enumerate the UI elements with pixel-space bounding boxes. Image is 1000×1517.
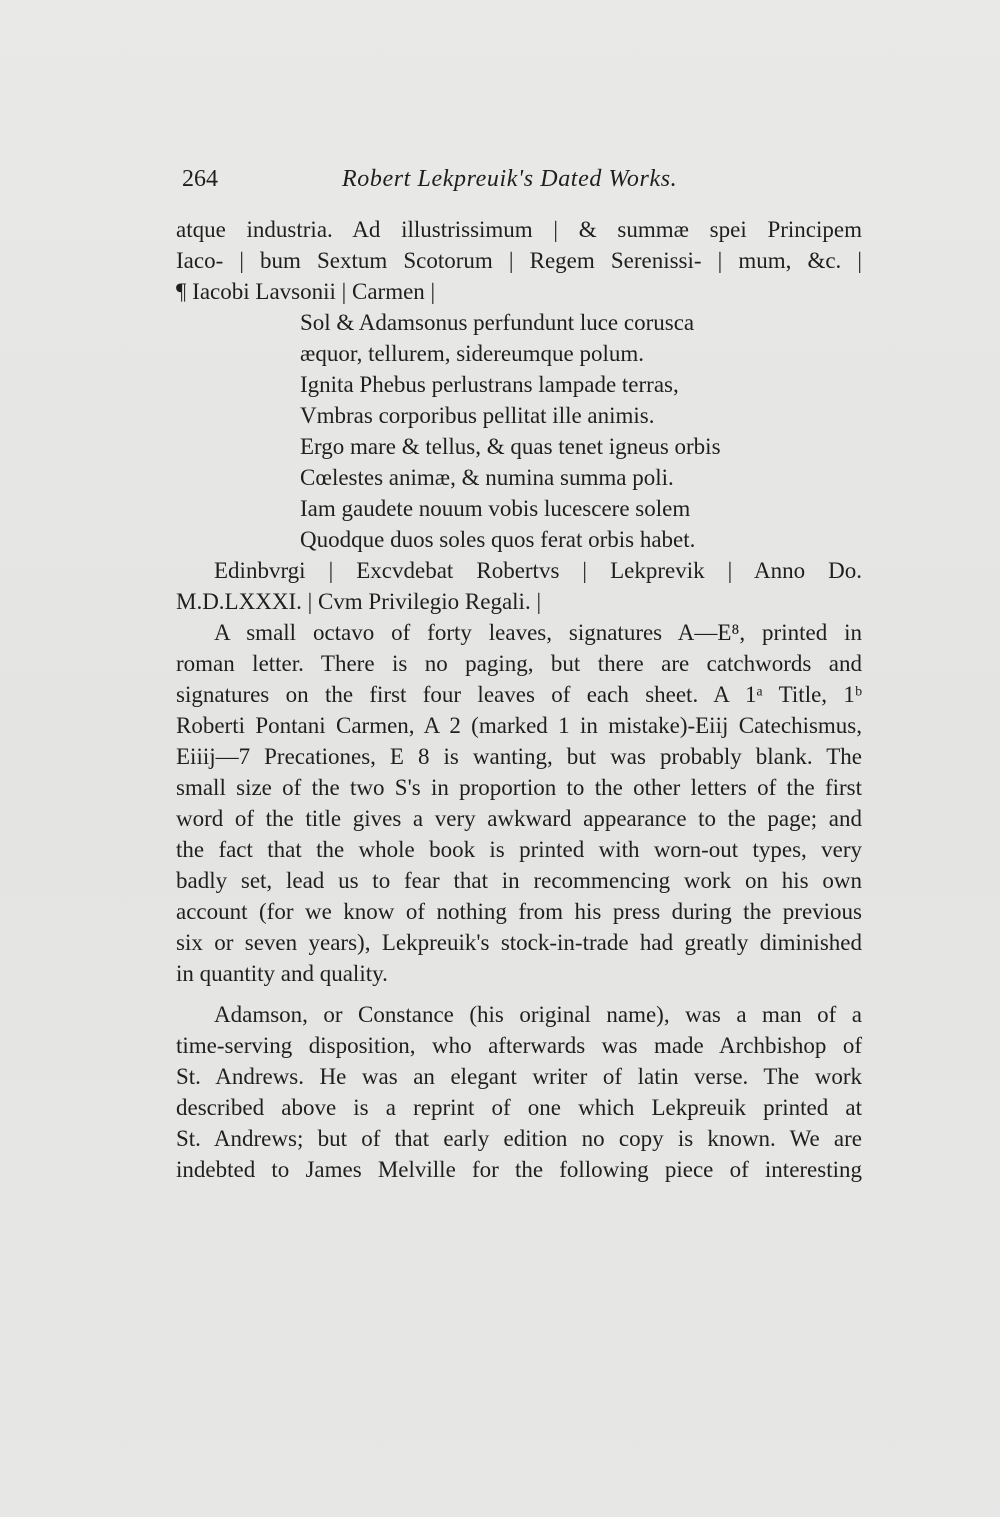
text-line: in quantity and quality. [176, 961, 388, 986]
text-line: account (for we know of nothing from his press during the previous [176, 899, 862, 924]
colophon-line: Edinbvrgi | Excvdebat Robertvs | Lekprevik | Anno Do. [214, 558, 862, 583]
page-body [176, 214, 862, 1185]
verse-line: Ergo mare & tellus, & quas tenet igneus orbis [300, 434, 721, 459]
text-line: St. Andrews. He was an elegant writer of latin verse. The work [176, 1064, 862, 1089]
text-line: indebted to James Melville for the following piece of interesting [176, 1157, 862, 1182]
text-line: time-serving disposition, who afterwards was made Archbishop of [176, 1033, 862, 1058]
verse-line: Ignita Phebus perlustrans lampade terras, [300, 372, 679, 397]
verse-line: æquor, tellurem, sidereumque polum. [300, 341, 645, 366]
colophon-line: M.D.LXXXI. | Cvm Privilegio Regali. | [176, 589, 542, 614]
verse-block [176, 307, 862, 555]
paragraph-gap [176, 989, 862, 999]
text-line: signatures on the first four leaves of each sheet. A 1ᵃ Title, 1ᵇ [176, 682, 862, 707]
title-line: ¶ Iacobi Lavsonii | Carmen | [176, 279, 436, 304]
text-line: roman letter. There is no paging, but there are catchwords and [176, 651, 862, 676]
colophon [176, 555, 862, 617]
text-line: Adamson, or Constance (his original name), was a man of a [214, 1002, 862, 1027]
description-paragraph [176, 617, 862, 989]
text-line: badly set, lead us to fear that in recommencing work on his own [176, 868, 862, 893]
verse-line: Vmbras corporibus pellitat ille animis. [300, 403, 655, 428]
running-title: Robert Lekpreuik's Dated Works. [342, 166, 678, 192]
verse-line: Sol & Adamsonus perfundunt luce corusca [300, 310, 695, 335]
page-number: 264 [182, 166, 218, 192]
text-line: word of the title gives a very awkward appearance to the page; and [176, 806, 862, 831]
text-line: six or seven years), Lekpreuik's stock-in-trade had greatly diminished [176, 930, 862, 955]
title-transcription [176, 214, 862, 307]
text-line: Roberti Pontani Carmen, A 2 (marked 1 in mistake)-Eiij Catechismus, [176, 713, 862, 738]
text-line: small size of the two S's in proportion to the other letters of the first [176, 775, 862, 800]
running-head [176, 166, 866, 202]
text-line: described above is a reprint of one which Lekpreuik printed at [176, 1095, 862, 1120]
text-line: A small octavo of forty leaves, signatures A—E⁸, printed in [214, 620, 862, 645]
text-line: the fact that the whole book is printed with worn-out types, very [176, 837, 862, 862]
commentary-paragraph [176, 999, 862, 1185]
verse-line: Iam gaudete nouum vobis lucescere solem [300, 496, 691, 521]
text-line: Eiiij—7 Precationes, E 8 is wanting, but was probably blank. The [176, 744, 862, 769]
title-line: Iaco- | bum Sextum Scotorum | Regem Serenissi- | mum, &c. | [176, 248, 862, 273]
verse-line: Cœlestes animæ, & numina summa poli. [300, 465, 674, 490]
title-line: atque industria. Ad illustrissimum | & summæ spei Principem [176, 217, 862, 242]
text-line: St. Andrews; but of that early edition no copy is known. We are [176, 1126, 862, 1151]
verse-line: Quodque duos soles quos ferat orbis habet. [300, 527, 696, 552]
